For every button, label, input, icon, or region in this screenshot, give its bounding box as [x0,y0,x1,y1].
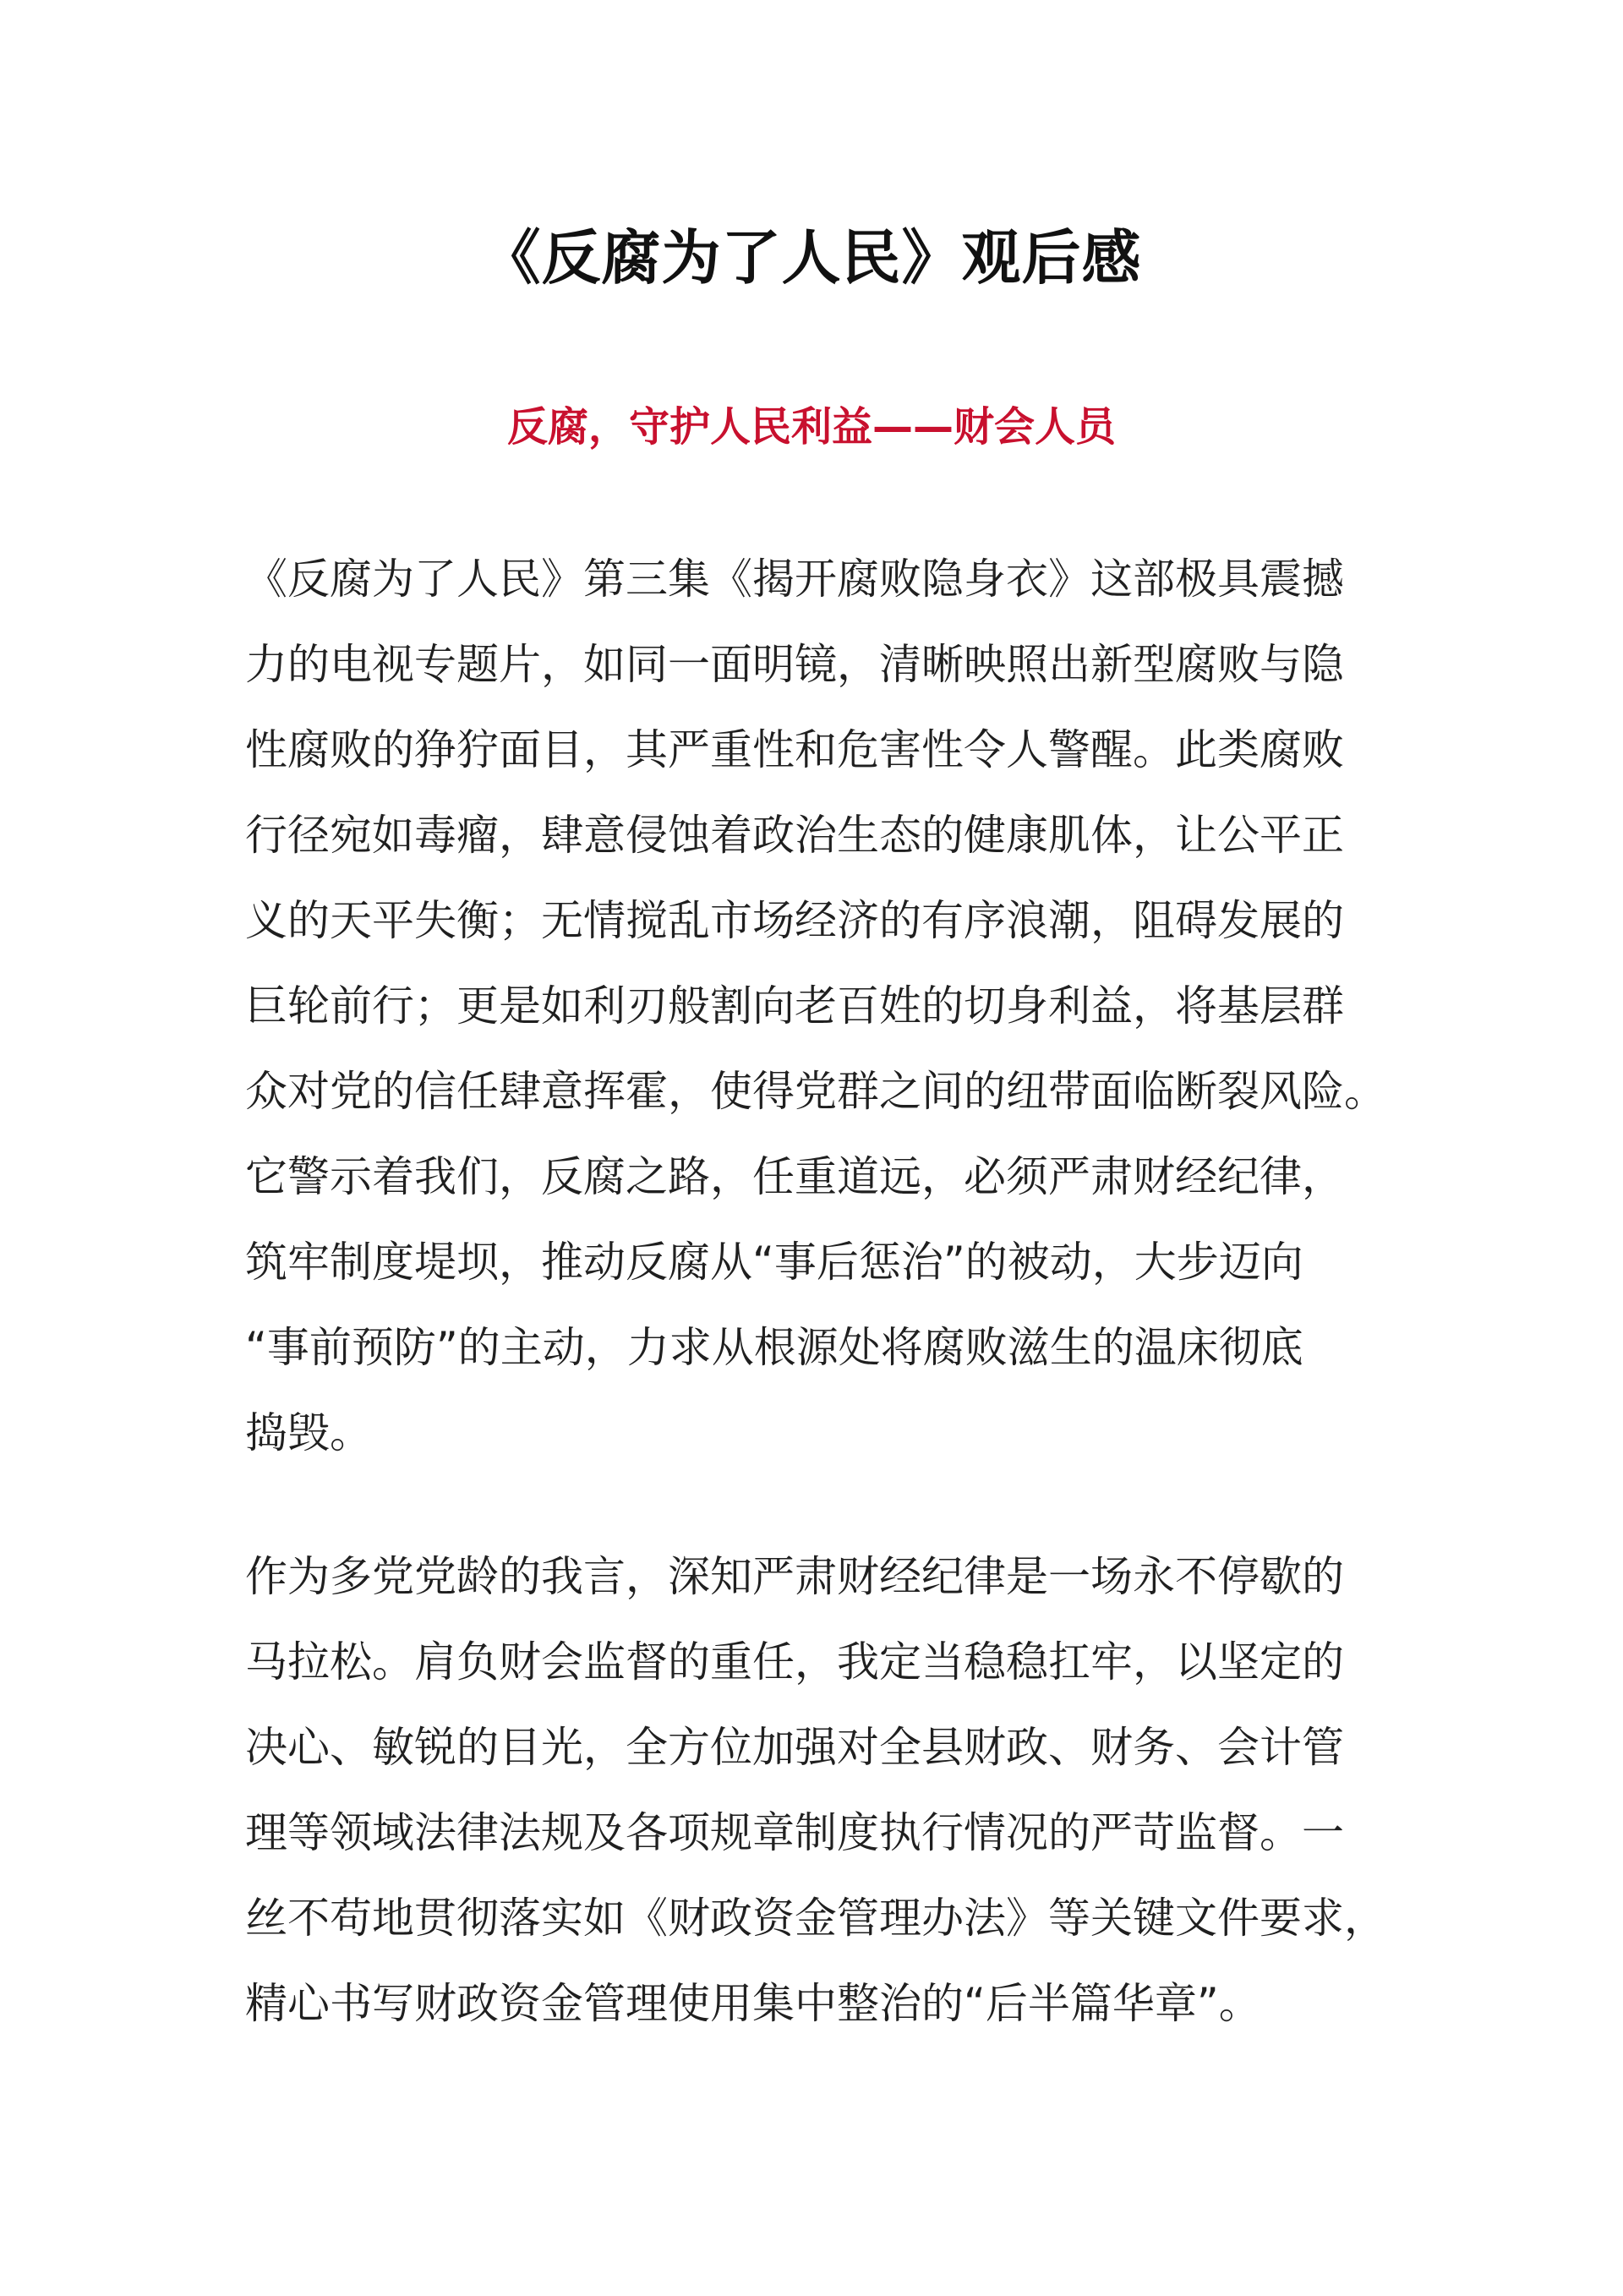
paragraph-line: 筑牢制度堤坝，推动反腐从“事后惩治”的被动，大步迈向 [245,1238,1303,1287]
paragraph-line: 行径宛如毒瘤，肆意侵蚀着政治生态的健康肌体，让公平正 [245,811,1344,860]
document-title: 《反腐为了人民》观后感 [481,223,1142,292]
paragraph-line: 马拉松。肩负财会监督的重任，我定当稳稳扛牢，以坚定的 [245,1637,1344,1686]
paragraph-line: 力的电视专题片，如同一面明镜，清晰映照出新型腐败与隐 [245,640,1344,689]
paragraph-line: 捣毁。 [245,1408,372,1457]
paragraph-1 [245,537,1395,1476]
paragraph-line: 决心、敏锐的目光，全方位加强对全县财政、财务、会计管 [245,1723,1344,1772]
paragraph-line: 丝不苟地贯彻落实如《财政资金管理办法》等关键文件要求， [245,1894,1386,1943]
paragraph-line: 《反腐为了人民》第三集《揭开腐败隐身衣》这部极具震撼 [245,555,1344,604]
paragraph-line: “事前预防”的主动，力求从根源处将腐败滋生的温床彻底 [245,1323,1303,1372]
document-subtitle: 反腐，守护人民利益——财会人员 [506,403,1116,451]
paragraph-line: 作为多党党龄的我言，深知严肃财经纪律是一场永不停歇的 [245,1552,1344,1601]
paragraph-2 [245,1534,1395,2047]
paragraph-line: 性腐败的狰狞面目，其严重性和危害性令人警醒。此类腐败 [245,725,1344,774]
paragraph-line: 它警示着我们，反腐之路，任重道远，必须严肃财经纪律， [245,1152,1344,1201]
paragraph-line: 众对党的信任肆意挥霍，使得党群之间的纽带面临断裂风险。 [245,1067,1386,1116]
paragraph-line: 巨轮前行；更是如利刃般割向老百姓的切身利益，将基层群 [245,981,1344,1030]
paragraph-line: 理等领域法律法规及各项规章制度执行情况的严苛监督。一 [245,1808,1344,1857]
paragraph-line: 义的天平失衡；无情搅乱市场经济的有序浪潮，阻碍发展的 [245,896,1344,945]
paragraph-line: 精心书写财政资金管理使用集中整治的“后半篇华章”。 [245,1979,1261,2028]
